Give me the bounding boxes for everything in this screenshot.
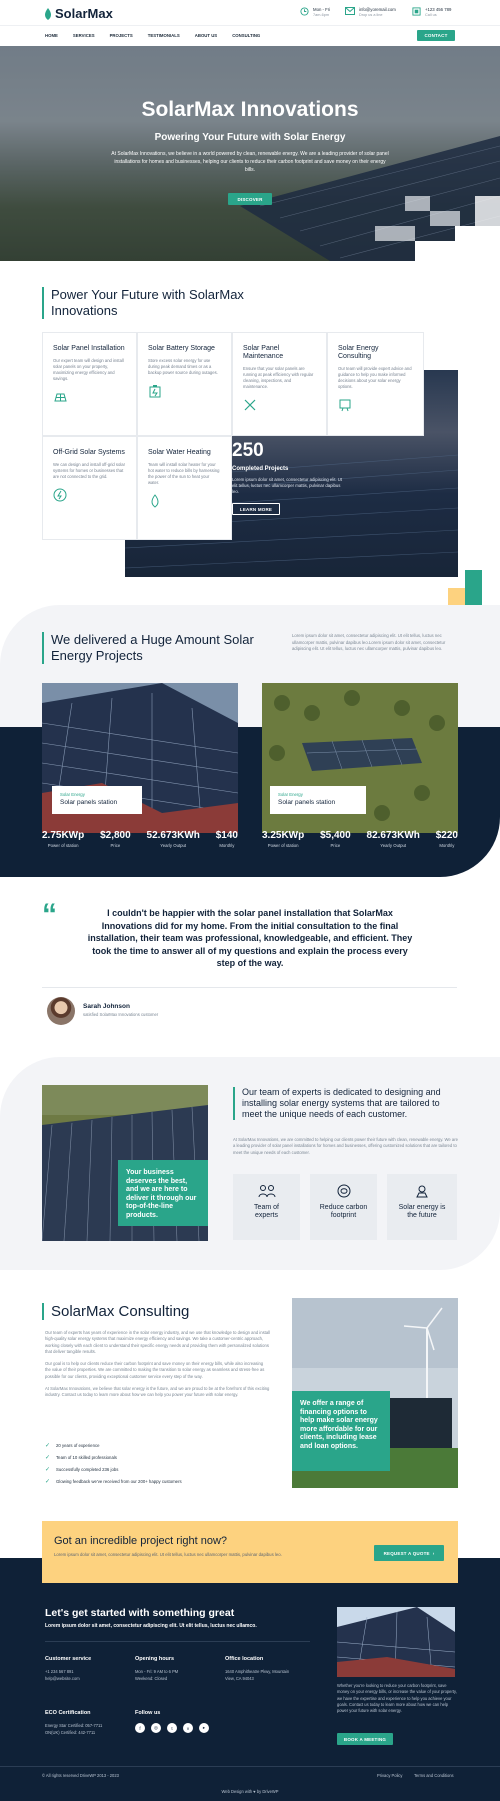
consulting-text — [45, 1330, 270, 1399]
terms-link[interactable]: Terms and Conditions — [414, 1773, 454, 1778]
team-icon — [258, 1184, 276, 1198]
consulting-image-callout: We offer a range of financing options to help make solar energy more affordable for our clients, including lease and loan options. — [292, 1391, 390, 1471]
service-text-5: We can design and install off-grid solar systems for homes or businesses that are not connected to the grid. — [53, 462, 126, 479]
service-card-4[interactable] — [327, 332, 424, 436]
email-top: info@yoremail.com — [359, 7, 396, 12]
check-item-4: ✓ Glowing feedback we've received from our 200+ happy customers — [45, 1479, 182, 1485]
footer-made-by: Web Design with ♥ by DriveWP — [221, 1789, 279, 1794]
hours-info — [300, 7, 330, 17]
chevron-right-icon: › — [432, 1550, 435, 1556]
site-header — [0, 0, 500, 25]
footer-customer-service: Customer service +1 234 567 891 help@website.com — [45, 1656, 125, 1682]
testimonial-quote: I couldn't be happier with the solar panel installation that SolarMax Innovations did for my home. From the initial consultation to the final installation, their team was professional, knowledgeable, and efficient. They took the time to answer all of my questions and explain the process every step of the way. — [87, 908, 413, 968]
project-label-2: Solar Energy Solar panels station — [270, 786, 366, 814]
check-item-1: ✓ 20 years of experience — [45, 1443, 100, 1449]
hero-text: At SolarMax Innovations, we believe in a world powered by clean, renewable energy. We are a leading provider of solar panel installations for homes and businesses, helping our clients to reduce their carbon footprint and save money on their energy bills. — [111, 151, 389, 173]
service-text-2: Store excess solar energy for use during peak demand times or as a backup power source during outages. — [148, 358, 218, 375]
service-text-4: Our team will provide expert advice and guidance to help you make informed decisions about your solar energy options. — [338, 366, 412, 389]
testimonial-avatar — [47, 997, 75, 1025]
check-item-3: ✓ Successfully completed 236 jobs — [45, 1467, 119, 1473]
service-title-3: Solar Panel Maintenance — [243, 345, 284, 360]
hours-top: Mon - Fri — [313, 7, 331, 12]
service-card-3[interactable] — [232, 332, 327, 436]
consulting-image — [292, 1298, 458, 1488]
learn-more-button[interactable]: LEARN MORE — [232, 503, 280, 515]
hero-section — [0, 46, 500, 261]
tools-icon — [243, 398, 257, 412]
nav-about[interactable]: ABOUT US — [194, 33, 218, 38]
footer-email[interactable]: help@website.com — [45, 1675, 80, 1681]
footer-side-text: Whether you're looking to reduce your carbon footprint, save money on your energy bills, or increase the value of your property, we have the expertise and experience to help you achieve your goals. Contact us today to learn more about how we can help power your future with solar energy. — [337, 1683, 457, 1714]
delivered-text: Lorem ipsum dolor sit amet, consectetur adipiscing elit. Ut elit tellus, luctus nec ullamcorper mattis, pulvinar dapibus leo.Lorem ipsum dolor sit amet, consectetur adipiscing elit. Ut elit tellus, luctus nec ullamcorper mattis, pulvinar dapibus leo. — [292, 633, 446, 651]
service-card-6[interactable] — [137, 436, 232, 540]
footer-follow: Follow us f ◎ t v ▸ — [135, 1710, 255, 1733]
footer-main — [45, 1607, 315, 1642]
privacy-link[interactable]: Privacy Policy — [377, 1773, 403, 1778]
book-meeting-button[interactable]: BOOK A MEETING — [337, 1733, 393, 1745]
consulting-p3: At SolarMax Innovations, we believe that solar energy is the future, and we are proud to be at the forefront of this exciting industry. Contact us today to learn more about how we can help you power your future with solar energy. — [45, 1386, 270, 1398]
feature-card-1: Team of experts — [233, 1174, 300, 1240]
service-card-5[interactable] — [42, 436, 137, 540]
accent-block-teal — [465, 570, 482, 606]
request-quote-button[interactable]: REQUEST A QUOTE › — [374, 1545, 444, 1561]
about-image-callout: Your business deserves the best, and we are here to deliver it through our top-of-the-line products. — [118, 1160, 208, 1226]
check-icon: ✓ — [45, 1479, 51, 1485]
footer-eco: ECO Certification Energy Star Certified: 057-7711 ON(UK) Certified: 442-7711 — [45, 1710, 103, 1735]
nav-projects[interactable]: PROJECTS — [109, 33, 133, 38]
email-info[interactable] — [345, 7, 396, 17]
footer-sub: Lorem ipsum dolor sit amet, consectetur adipiscing elit. Ut elit tellus, luctus nec ullamco. — [45, 1623, 257, 1629]
service-card-1[interactable] — [42, 332, 137, 436]
projects-label: Completed Projects — [232, 466, 289, 472]
contact-button[interactable]: CONTACT — [417, 30, 455, 41]
delivered-title: We delivered a Huge Amount Solar Energy Projects — [42, 632, 272, 664]
projects-text: Lorem ipsum dolor sit amet, consectetur adipiscing elit. Ut elit tellus, luctus nec ullamcorper mattis, pulvinar dapibus leo. — [232, 477, 343, 494]
project-image-1[interactable] — [42, 683, 238, 833]
check-icon: ✓ — [45, 1467, 51, 1473]
projects-count: 250 — [232, 440, 264, 461]
phone-top: +123 456 789 — [425, 7, 452, 12]
footer-title: Let's get started with something great — [45, 1607, 235, 1619]
project-stats-1: 2.75KWp Power of station $2,800 Price 52.673KWh Yearly Output $140 Monthly — [42, 830, 238, 848]
footer-side-image — [337, 1607, 455, 1677]
nav-bar — [0, 25, 500, 45]
consulting-p2: Our goal is to help our clients reduce their carbon footprint and save money on their energy bills, while also increasing the value of their properties. We are committed to making the transition to solar energy as seamless and stress-free as possible for our clients, providing exceptional customer service every step of the way. — [45, 1361, 265, 1379]
youtube-icon[interactable]: ▸ — [199, 1723, 209, 1733]
about-text: At SolarMax Innovations, we are committed to helping our clients power their future with clean, renewable energy. We are a leading provider of solar panel installations for homes and businesses, offering customized solutions that are tailored to meet the unique needs of each customer. — [233, 1137, 458, 1155]
footer-opening-hours: Opening hours Mon - Fri: 9 AM to 6 PM Weekend: Closed — [135, 1656, 179, 1681]
facebook-icon[interactable]: f — [135, 1723, 145, 1733]
battery-icon — [148, 384, 162, 398]
service-title-5: Off-Grid Solar Systems — [53, 449, 125, 456]
clock-icon — [300, 7, 309, 16]
accent-block-yellow — [448, 588, 465, 606]
logo[interactable] — [44, 6, 113, 21]
twitter-icon[interactable]: t — [167, 1723, 177, 1733]
service-title-1: Solar Panel Installation — [53, 345, 125, 352]
footer-office-location: Office location 1640 Amphitheatre Pkwy, Mountain View, CA 94043 — [225, 1656, 290, 1681]
consulting-title: SolarMax Consulting — [42, 1303, 262, 1320]
service-title-6: Solar Water Heating — [148, 449, 211, 456]
email-bot: Drop us a line — [359, 13, 383, 17]
bolt-circle-icon — [53, 488, 67, 502]
hero-title: SolarMax Innovations — [141, 98, 359, 121]
feature-card-2: Reduce carbon footprint — [310, 1174, 377, 1240]
water-drop-icon — [148, 494, 162, 508]
testimonial-role: satisfied SolarMax Innovations customer — [83, 1012, 159, 1017]
service-text-1: Our expert team will design and install solar panels on your property, maximizing energy efficiency and savings. — [53, 358, 124, 381]
service-text-6: Team will install solar heater for your hot water to reduce bills by harnessing the power of the sun to heat your water. — [148, 462, 220, 485]
solar-future-icon — [415, 1184, 429, 1198]
nav-consulting[interactable]: CONSULTING — [232, 33, 261, 38]
service-title-4: Solar Energy Consulting — [338, 345, 379, 360]
footer-copyright: © All rights reserved DriveWP 2013 - 2023 — [42, 1773, 119, 1778]
about-image — [42, 1085, 208, 1241]
quote-icon: “ — [42, 898, 57, 931]
project-stats-2: 3.25KWp Power of station $5,400 Price 82.673KWh Yearly Output $220 Monthly — [262, 830, 458, 848]
hours-bot: 7am-6pm — [313, 13, 330, 17]
service-title-2: Solar Battery Storage — [148, 345, 215, 352]
services-title: Power Your Future with SolarMax Innovations — [42, 287, 262, 319]
footer-bottom-divider — [0, 1766, 500, 1767]
project-image-2[interactable] — [262, 683, 458, 833]
projects-overlay — [232, 440, 392, 540]
consulting-icon — [338, 398, 352, 412]
phone-info[interactable] — [412, 7, 451, 17]
solar-panel-icon — [53, 390, 67, 404]
footer-phone[interactable]: +1 234 567 891 — [45, 1669, 74, 1674]
cta-text: Lorem ipsum dolor sit amet, consectetur adipiscing elit. Ut elit tellus, luctus nec ullamcorper mattis, pulvinar dapibus leo. — [54, 1552, 282, 1557]
nav-services[interactable]: SERVICES — [72, 33, 95, 38]
hero-subtitle: Powering Your Future with Solar Energy — [154, 132, 346, 143]
check-item-2: ✓ Team of 10 skilled professionals — [45, 1455, 117, 1461]
cta-title: Got an incredible project right now? — [54, 1535, 228, 1547]
check-icon: ✓ — [45, 1455, 51, 1461]
service-card-2[interactable] — [137, 332, 232, 436]
nav-testimonials[interactable]: TESTIMONIALS — [147, 33, 180, 38]
discover-button[interactable]: DISCOVER — [228, 193, 272, 205]
testimonial-divider — [42, 987, 457, 988]
instagram-icon[interactable]: ◎ — [151, 1723, 161, 1733]
nav-home[interactable]: HOME — [45, 33, 58, 38]
mail-icon — [345, 7, 355, 15]
service-text-3: Ensure that your solar panels are running at peak efficiency with regular cleaning, inspections, and maintenance. — [243, 366, 314, 389]
consulting-p1: Our team of experts has years of experience in the solar energy industry, and we use that knowledge to design and install high-quality solar energy systems that maximize energy efficiency and savings. We take a customer-centric approach, working closely with each client to understand their specific energy needs and providing them with personalized solutions that deliver tangible results. — [45, 1330, 271, 1354]
logo-text: SolarMax — [55, 6, 113, 21]
check-icon: ✓ — [45, 1443, 51, 1449]
project-label-1: Solar Energy Solar panels station — [52, 786, 142, 814]
testimonial-name: Sarah Johnson — [83, 1003, 130, 1010]
about-title: Our team of experts is dedicated to designing and installing solar energy systems that are tailored to meet the unique needs of each customer. — [233, 1087, 458, 1120]
vimeo-icon[interactable]: v — [183, 1723, 193, 1733]
feature-card-3: Solar energy is the future — [387, 1174, 457, 1240]
phone-icon — [412, 7, 421, 16]
leaf-logo-icon — [44, 8, 52, 20]
carbon-icon — [337, 1184, 351, 1198]
cta-banner — [42, 1521, 458, 1583]
consulting-checklist — [45, 1442, 275, 1490]
phone-bot: Call us — [425, 13, 437, 17]
